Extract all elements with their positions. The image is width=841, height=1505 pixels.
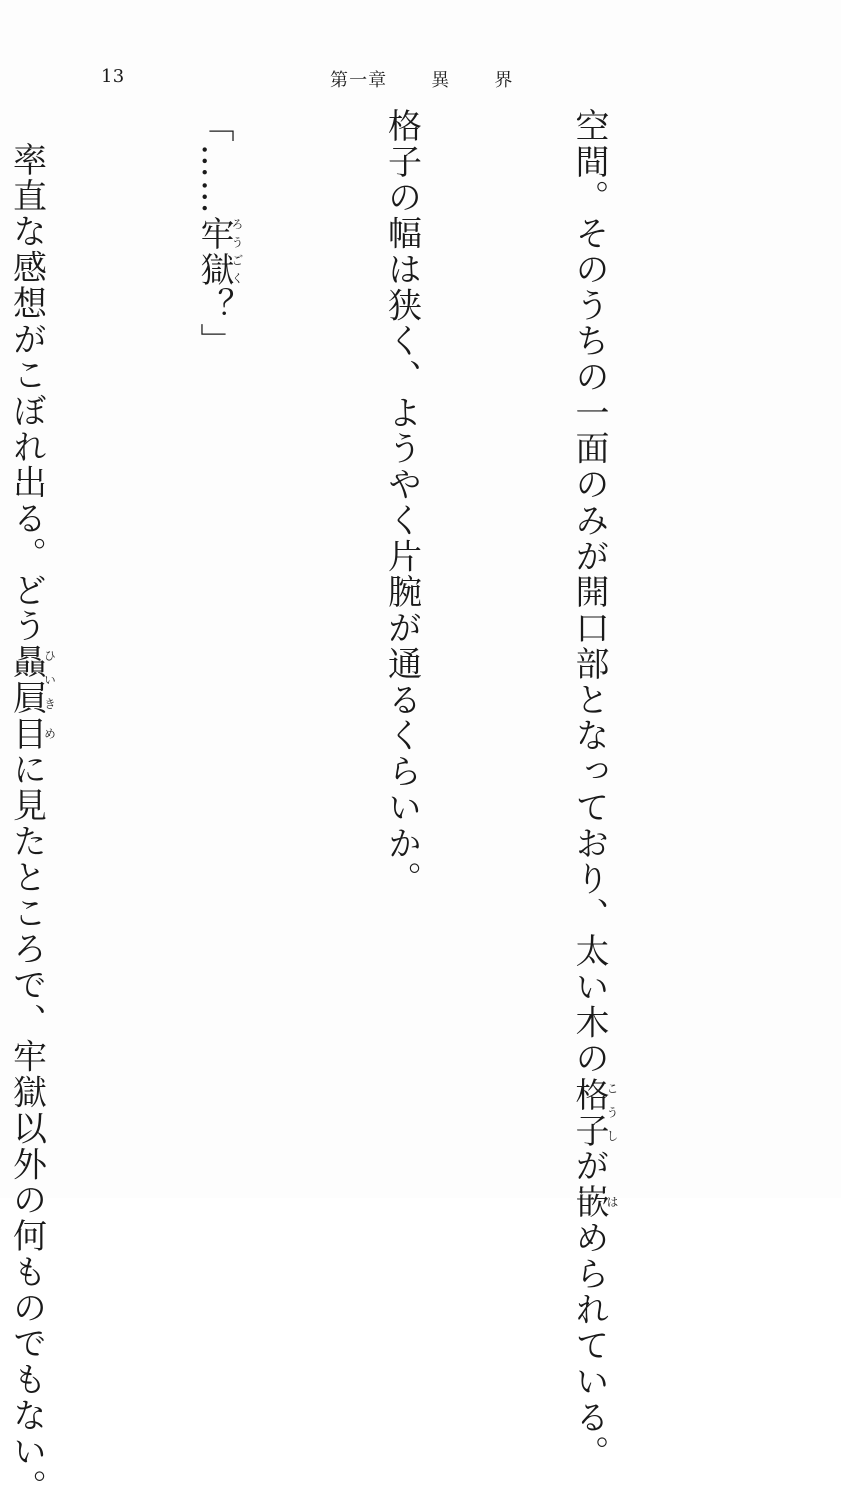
chapter-title-part1: 異 — [431, 70, 451, 91]
ruby-hamerare: 嵌は — [569, 1184, 619, 1220]
chapter-title-part2: 界 — [494, 70, 514, 91]
body-text — [6, 108, 745, 1505]
chapter-number: 第一章 — [330, 70, 388, 91]
ruby-rougoku: 牢獄ろうごく — [194, 215, 244, 288]
ruby-hiiki: 贔屓ひいき — [6, 644, 57, 716]
page-number: 13 — [101, 66, 125, 87]
ruby-me: 目め — [6, 715, 57, 752]
text-line-2: 格子の幅は狭く、ようやく片腕が通るくらいか。 — [381, 108, 422, 898]
text-line-4: 率直な感想がこぼれ出る。どう贔屓ひいき目めに見たところで、牢獄以外の何ものでもない。 — [6, 142, 57, 1505]
running-head — [330, 66, 513, 92]
text-line-1: 空間。そのうちの一面のみが開口部となっており、太い木の格子こうしが嵌はめられている。 — [569, 108, 619, 1472]
text-line-3: 「……牢獄ろうごく？」 — [194, 108, 244, 360]
ruby-koushi: 格子こうし — [569, 1076, 619, 1149]
